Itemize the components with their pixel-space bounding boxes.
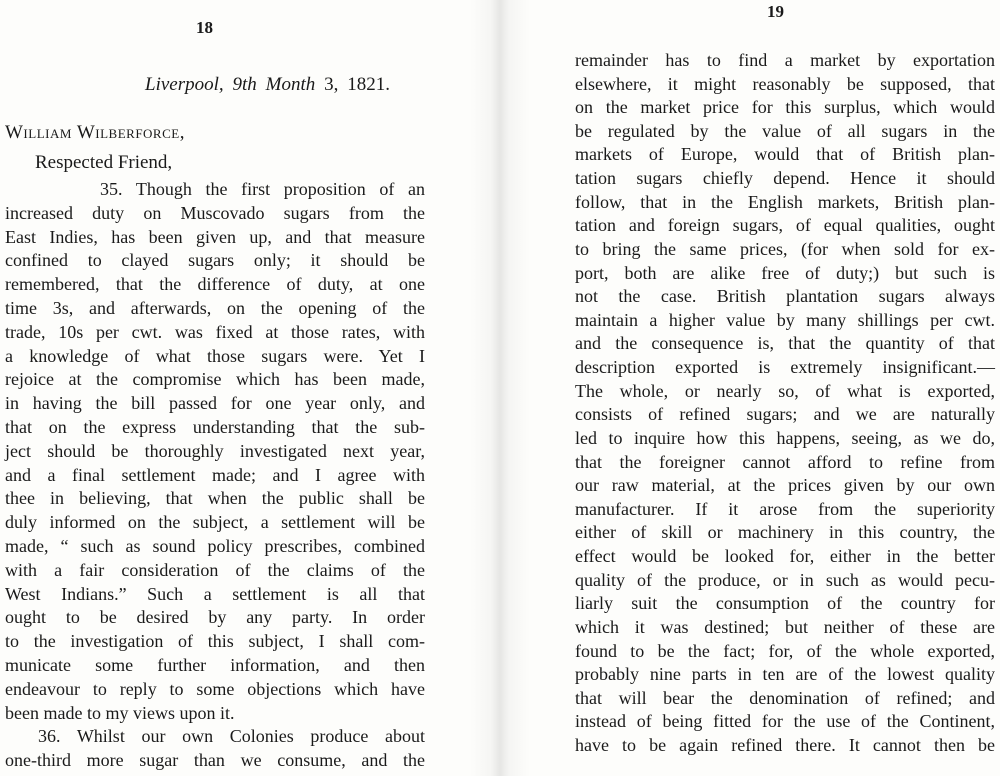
- text-line: probably nine parts in ten are of the lowest quality: [575, 664, 995, 685]
- text-line: liarly suit the consumption of the country for: [575, 593, 995, 614]
- text-line: remainder has to find a market by exportation: [575, 50, 995, 70]
- dateline-day-year: 3, 1821.: [315, 74, 390, 95]
- text-line: instead of being fitted for the use of the Continent,: [575, 711, 995, 732]
- text-line: not the case. British plantation sugars always: [575, 286, 995, 307]
- text-line: rejoice at the compromise which has been made,: [5, 369, 425, 390]
- text-line: either of skill or machinery in this country, the: [575, 522, 995, 543]
- text-line: been made to my views upon it.: [5, 702, 235, 723]
- page-number: 19: [767, 2, 784, 21]
- addressee: William Wilberforce,: [5, 122, 185, 143]
- text-line: found to be the fact; for, of the whole exported,: [575, 640, 995, 661]
- text-line: endeavour to reply to some objections which have: [5, 678, 425, 699]
- text-line: ought to be desired by any party. In order: [5, 607, 425, 628]
- text-line: remembered, that the difference of duty, at one: [5, 274, 425, 295]
- text-line: that the foreigner cannot afford to refine from: [575, 451, 995, 472]
- text-line: led to inquire how this happens, seeing, as we do,: [575, 427, 995, 448]
- dateline: [145, 74, 390, 96]
- text-line: elsewhere, it might reasonably be supposed, that: [575, 73, 995, 94]
- text-line: quality of the produce, or in such as would pecu-: [575, 569, 995, 590]
- text-line: 36. Whilst our own Colonies produce about: [38, 726, 425, 747]
- text-line: be regulated by the value of all sugars in the: [575, 120, 995, 141]
- text-line: on the market price for this surplus, which would: [575, 97, 995, 118]
- text-line: municate some further information, and then: [5, 655, 425, 675]
- text-line: with a fair consideration of the claims of the: [5, 559, 425, 580]
- page-number: 18: [196, 18, 213, 37]
- text-line: trade, 10s per cwt. was fixed at those rates, with: [5, 321, 425, 342]
- text-line: time 3s, and afterwards, on the opening of the: [5, 298, 425, 318]
- text-line: port, both are alike free of duty;) but such is: [575, 262, 995, 283]
- text-line: which it was destined; but neither of these are: [575, 616, 995, 637]
- text-line: have to be again refined there. It cannot then be: [575, 734, 995, 755]
- text-line: markets of Europe, would that of British plan-: [575, 144, 995, 165]
- text-line: manufacturer. If it arose from the superiority: [575, 498, 995, 519]
- text-line: and the consequence is, that the quantity of that: [575, 333, 995, 354]
- text-line: duly informed on the subject, a settlement will be: [5, 512, 425, 533]
- text-line: The whole, or nearly so, of what is exported,: [575, 380, 995, 401]
- text-line: and a final settlement made; and I agree with: [5, 464, 425, 485]
- text-line: 35. Though the first proposition of an: [100, 179, 425, 199]
- text-line: description exported is extremely insignificant.—: [575, 357, 995, 378]
- text-line: West Indians.” Such a settlement is all that: [5, 583, 425, 604]
- text-line: tation and foreign sugars, of equal qualities, ought: [575, 215, 995, 236]
- text-line: thee in believing, that when the public shall be: [5, 488, 425, 509]
- text-line: to the investigation of this subject, I shall com-: [5, 631, 425, 652]
- text-line: one-third more sugar than we consume, and the: [5, 750, 425, 771]
- text-line: made, “ such as sound policy prescribes, combined: [5, 536, 425, 556]
- text-line: that will bear the denomination of refined; and: [575, 687, 995, 708]
- text-line: East Indies, has been given up, and that measure: [5, 226, 425, 247]
- text-line: in having the bill passed for one year only, and: [5, 393, 425, 414]
- text-line: increased duty on Muscovado sugars from the: [5, 202, 425, 223]
- text-line: effect would be looked for, either in the better: [575, 546, 995, 567]
- salutation: Respected Friend,: [35, 152, 173, 173]
- text-line: that on the express understanding that the sub-: [5, 417, 425, 437]
- text-line: ject should be thoroughly investigated next year,: [5, 440, 425, 461]
- text-line: follow, that in the English markets, British plan-: [575, 191, 995, 212]
- text-line: a knowledge of what those sugars were. Yet I: [5, 345, 425, 366]
- text-line: consists of refined sugars; and we are naturally: [575, 404, 995, 425]
- dateline-place-month: Liverpool, 9th Month: [145, 74, 316, 95]
- text-line: confined to clayed sugars only; it should be: [5, 250, 425, 271]
- text-line: tation sugars chiefly depend. Hence it should: [575, 168, 995, 189]
- text-line: to bring the same prices, (for when sold for ex-: [575, 238, 995, 259]
- text-line: our raw material, at the prices given by our own: [575, 475, 995, 496]
- text-line: maintain a higher value by many shillings per cwt.: [575, 309, 995, 330]
- book-gutter: [470, 0, 530, 776]
